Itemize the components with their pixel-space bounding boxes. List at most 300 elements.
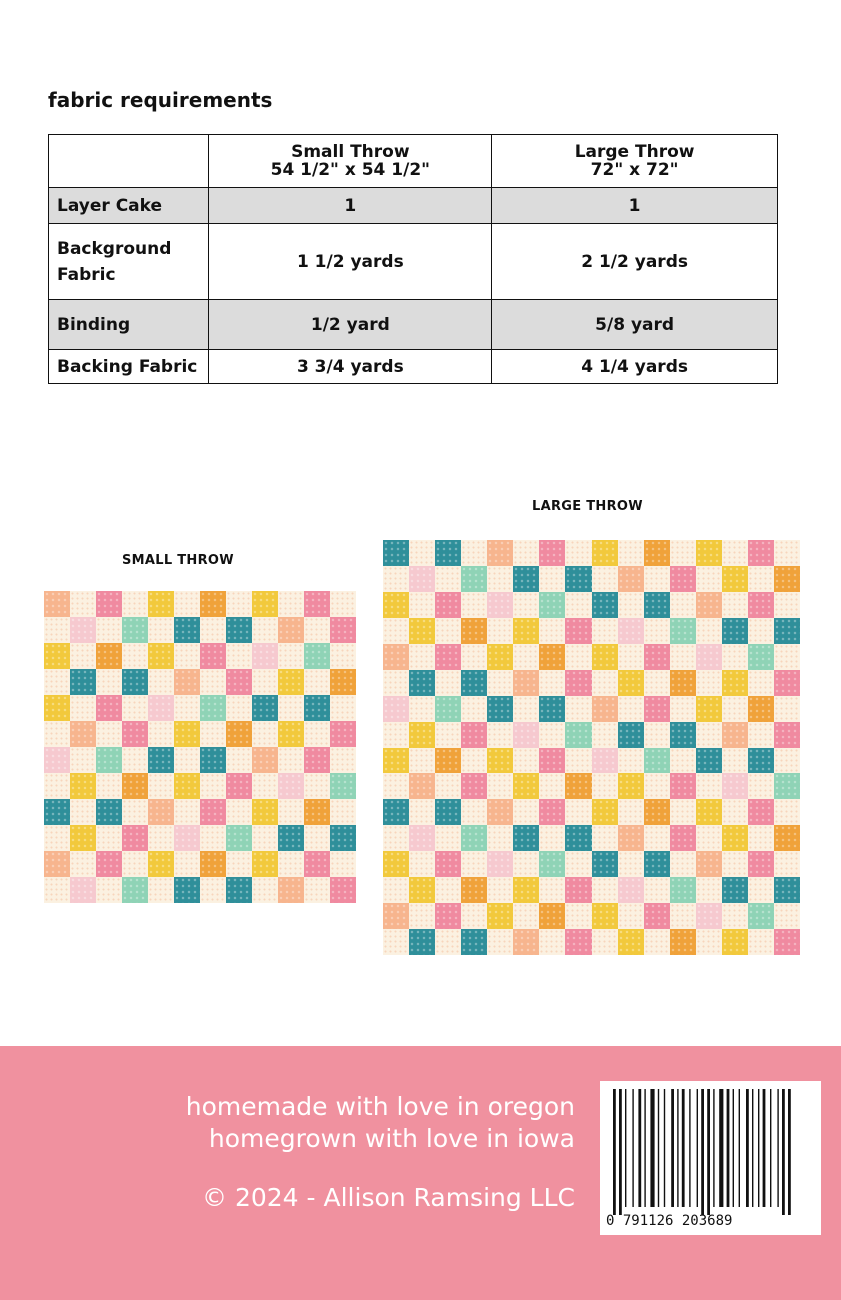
quilt-square xyxy=(644,618,670,644)
footer-line-iowa: homegrown with love in iowa xyxy=(208,1124,575,1153)
quilt-square xyxy=(70,617,96,643)
quilt-square xyxy=(122,669,148,695)
quilt-square xyxy=(670,566,696,592)
quilt-square xyxy=(409,592,435,618)
quilt-square xyxy=(148,825,174,851)
quilt-square xyxy=(722,877,748,903)
quilt-square xyxy=(513,748,539,774)
quilt-square xyxy=(383,877,409,903)
quilt-square xyxy=(70,721,96,747)
quilt-square xyxy=(487,773,513,799)
quilt-square xyxy=(278,877,304,903)
quilt-square xyxy=(748,592,774,618)
quilt-square xyxy=(383,851,409,877)
quilt-square xyxy=(513,540,539,566)
quilt-square xyxy=(304,747,330,773)
quilt-square xyxy=(174,695,200,721)
quilt-square xyxy=(44,721,70,747)
quilt-square xyxy=(565,722,591,748)
quilt-square xyxy=(748,825,774,851)
quilt-square xyxy=(592,903,618,929)
quilt-square xyxy=(592,670,618,696)
quilt-square xyxy=(696,929,722,955)
quilt-square xyxy=(748,540,774,566)
quilt-square xyxy=(304,721,330,747)
quilt-square xyxy=(592,877,618,903)
quilt-square xyxy=(565,773,591,799)
barcode-bar xyxy=(650,1089,654,1207)
quilt-square xyxy=(409,929,435,955)
quilt-square xyxy=(461,825,487,851)
quilt-square xyxy=(226,617,252,643)
row-label-text: Backing Fabric xyxy=(57,356,198,377)
quilt-square xyxy=(748,877,774,903)
quilt-square xyxy=(435,644,461,670)
barcode-digits: 0 791126 203689 xyxy=(606,1213,733,1229)
quilt-square xyxy=(774,722,800,748)
quilt-square xyxy=(148,773,174,799)
quilt-square xyxy=(226,695,252,721)
quilt-square xyxy=(278,695,304,721)
quilt-square xyxy=(383,929,409,955)
quilt-square xyxy=(304,851,330,877)
quilt-square xyxy=(435,592,461,618)
quilt-square xyxy=(644,851,670,877)
quilt-square xyxy=(487,929,513,955)
empty-header-cell xyxy=(49,135,209,188)
quilt-square xyxy=(148,669,174,695)
quilt-square xyxy=(278,799,304,825)
quilt-square xyxy=(696,748,722,774)
quilt-square xyxy=(487,799,513,825)
quilt-square xyxy=(618,929,644,955)
quilt-square xyxy=(70,851,96,877)
quilt-square xyxy=(696,592,722,618)
quilt-square xyxy=(409,773,435,799)
quilt-square xyxy=(722,799,748,825)
quilt-square xyxy=(409,748,435,774)
quilt-square xyxy=(539,851,565,877)
quilt-square xyxy=(670,670,696,696)
quilt-square xyxy=(722,825,748,851)
barcode-bar xyxy=(701,1089,704,1215)
quilt-square xyxy=(644,644,670,670)
quilt-square xyxy=(200,617,226,643)
quilt-square xyxy=(539,877,565,903)
quilt-square xyxy=(722,540,748,566)
header-size: 72" x 72" xyxy=(590,160,679,180)
quilt-square xyxy=(618,773,644,799)
quilt-square xyxy=(435,773,461,799)
quilt-square xyxy=(539,799,565,825)
quilt-square xyxy=(174,669,200,695)
quilt-square xyxy=(722,903,748,929)
quilt-square xyxy=(252,617,278,643)
barcode-bar xyxy=(619,1089,622,1215)
quilt-square xyxy=(200,825,226,851)
quilt-square xyxy=(696,877,722,903)
quilt-square xyxy=(70,643,96,669)
small-value: 1/2 yard xyxy=(209,300,492,350)
quilt-square xyxy=(226,851,252,877)
quilt-square xyxy=(96,773,122,799)
quilt-square xyxy=(461,799,487,825)
quilt-square xyxy=(722,566,748,592)
quilt-square xyxy=(644,903,670,929)
quilt-square xyxy=(252,747,278,773)
quilt-square xyxy=(670,773,696,799)
quilt-square xyxy=(513,851,539,877)
quilt-square xyxy=(148,591,174,617)
quilt-square xyxy=(226,799,252,825)
quilt-square xyxy=(748,670,774,696)
quilt-square xyxy=(539,773,565,799)
quilt-square xyxy=(330,643,356,669)
barcode-bar xyxy=(770,1089,771,1207)
quilt-square xyxy=(461,903,487,929)
quilt-square xyxy=(592,825,618,851)
quilt-square xyxy=(44,799,70,825)
quilt-square xyxy=(565,877,591,903)
quilt-square xyxy=(461,722,487,748)
quilt-square xyxy=(435,540,461,566)
quilt-square xyxy=(644,722,670,748)
quilt-square xyxy=(304,695,330,721)
quilt-square xyxy=(252,643,278,669)
quilt-square xyxy=(461,748,487,774)
row-label xyxy=(49,188,209,224)
quilt-square xyxy=(330,747,356,773)
quilt-square xyxy=(96,669,122,695)
copyright-text: © 2024 - Allison Ramsing LLC xyxy=(202,1183,575,1212)
quilt-square xyxy=(748,929,774,955)
quilt-square xyxy=(513,644,539,670)
quilt-square xyxy=(748,748,774,774)
quilt-square xyxy=(409,851,435,877)
quilt-square xyxy=(304,825,330,851)
quilt-square xyxy=(513,877,539,903)
quilt-square xyxy=(722,722,748,748)
quilt-square xyxy=(565,592,591,618)
quilt-square xyxy=(670,540,696,566)
quilt-square xyxy=(409,670,435,696)
barcode-bar xyxy=(739,1089,740,1207)
quilt-square xyxy=(774,929,800,955)
quilt-square xyxy=(278,591,304,617)
quilt-square xyxy=(122,747,148,773)
quilt-square xyxy=(330,851,356,877)
table-row xyxy=(49,300,778,350)
quilt-square xyxy=(592,566,618,592)
quilt-square xyxy=(148,721,174,747)
quilt-square xyxy=(722,670,748,696)
quilt-square xyxy=(70,695,96,721)
barcode-bar xyxy=(613,1089,616,1215)
row-label-text: Binding xyxy=(57,314,131,335)
quilt-square xyxy=(696,722,722,748)
quilt-square xyxy=(696,670,722,696)
quilt-square xyxy=(70,773,96,799)
table-row xyxy=(49,188,778,224)
quilt-square xyxy=(435,825,461,851)
quilt-square xyxy=(487,618,513,644)
quilt-square xyxy=(487,851,513,877)
quilt-square xyxy=(539,825,565,851)
quilt-square xyxy=(461,929,487,955)
quilt-square xyxy=(592,773,618,799)
quilt-square xyxy=(174,799,200,825)
quilt-square xyxy=(174,851,200,877)
quilt-square xyxy=(696,696,722,722)
quilt-square xyxy=(722,929,748,955)
quilt-square xyxy=(644,540,670,566)
barcode-bar xyxy=(719,1089,723,1207)
quilt-square xyxy=(409,825,435,851)
small-throw-quilt-image xyxy=(44,591,356,903)
barcode-bar xyxy=(707,1089,710,1215)
quilt-square xyxy=(70,591,96,617)
quilt-square xyxy=(565,903,591,929)
quilt-square xyxy=(122,721,148,747)
small-value: 1 1/2 yards xyxy=(209,224,492,300)
footer-line-oregon: homemade with love in oregon xyxy=(185,1092,575,1121)
barcode-bar xyxy=(752,1089,753,1207)
quilt-square xyxy=(670,903,696,929)
quilt-square xyxy=(618,903,644,929)
quilt-square xyxy=(200,851,226,877)
quilt-square xyxy=(252,773,278,799)
quilt-square xyxy=(70,825,96,851)
quilt-square xyxy=(748,851,774,877)
barcode-bar xyxy=(713,1089,714,1207)
quilt-square xyxy=(748,903,774,929)
quilt-square xyxy=(70,877,96,903)
quilt-square xyxy=(122,773,148,799)
quilt-square xyxy=(696,566,722,592)
quilt-square xyxy=(383,696,409,722)
quilt-square xyxy=(226,669,252,695)
quilt-square xyxy=(618,851,644,877)
quilt-square xyxy=(435,670,461,696)
quilt-square xyxy=(70,669,96,695)
quilt-square xyxy=(409,566,435,592)
quilt-square xyxy=(461,851,487,877)
quilt-square xyxy=(487,877,513,903)
quilt-square xyxy=(174,877,200,903)
quilt-square xyxy=(774,540,800,566)
quilt-square xyxy=(565,540,591,566)
barcode-bar xyxy=(689,1089,690,1207)
quilt-square xyxy=(644,566,670,592)
quilt-square xyxy=(383,825,409,851)
small-throw-label: SMALL THROW xyxy=(122,553,234,568)
quilt-square xyxy=(44,877,70,903)
quilt-square xyxy=(148,747,174,773)
quilt-square xyxy=(618,748,644,774)
quilt-square xyxy=(670,696,696,722)
barcode-bar xyxy=(763,1089,766,1207)
quilt-square xyxy=(409,722,435,748)
quilt-square xyxy=(226,877,252,903)
quilt-square xyxy=(592,722,618,748)
quilt-square xyxy=(565,851,591,877)
large-throw-header xyxy=(492,135,778,188)
quilt-square xyxy=(592,799,618,825)
quilt-square xyxy=(774,748,800,774)
large-throw-quilt-image xyxy=(383,540,800,955)
quilt-square xyxy=(435,799,461,825)
quilt-square xyxy=(278,773,304,799)
quilt-square xyxy=(774,877,800,903)
barcode-bar xyxy=(746,1089,749,1207)
quilt-square xyxy=(539,696,565,722)
quilt-square xyxy=(148,643,174,669)
quilt-square xyxy=(278,851,304,877)
quilt-square xyxy=(330,591,356,617)
quilt-square xyxy=(565,618,591,644)
quilt-square xyxy=(252,851,278,877)
quilt-square xyxy=(565,825,591,851)
quilt-square xyxy=(383,903,409,929)
quilt-square xyxy=(252,591,278,617)
quilt-square xyxy=(539,748,565,774)
quilt-square xyxy=(644,748,670,774)
quilt-square xyxy=(592,748,618,774)
quilt-square xyxy=(565,670,591,696)
quilt-square xyxy=(435,877,461,903)
quilt-square xyxy=(487,540,513,566)
quilt-square xyxy=(644,799,670,825)
quilt-square xyxy=(44,851,70,877)
barcode-bar xyxy=(788,1089,791,1215)
quilt-square xyxy=(461,696,487,722)
quilt-square xyxy=(513,722,539,748)
quilt-square xyxy=(539,929,565,955)
quilt-square xyxy=(748,799,774,825)
quilt-square xyxy=(435,722,461,748)
quilt-square xyxy=(670,748,696,774)
quilt-square xyxy=(592,592,618,618)
barcode-bar xyxy=(677,1089,678,1207)
quilt-square xyxy=(304,773,330,799)
quilt-square xyxy=(304,591,330,617)
quilt-square xyxy=(409,903,435,929)
quilt-square xyxy=(722,592,748,618)
quilt-square xyxy=(330,799,356,825)
quilt-square xyxy=(200,877,226,903)
quilt-square xyxy=(383,618,409,644)
quilt-square xyxy=(461,592,487,618)
quilt-square xyxy=(722,618,748,644)
quilt-square xyxy=(774,644,800,670)
quilt-square xyxy=(670,722,696,748)
barcode-bar xyxy=(682,1089,685,1207)
quilt-square xyxy=(200,799,226,825)
quilt-square xyxy=(252,695,278,721)
quilt-square xyxy=(44,825,70,851)
quilt-square xyxy=(383,592,409,618)
quilt-square xyxy=(461,644,487,670)
quilt-square xyxy=(148,799,174,825)
quilt-square xyxy=(513,825,539,851)
quilt-square xyxy=(304,643,330,669)
table-row xyxy=(49,224,778,300)
quilt-square xyxy=(487,670,513,696)
quilt-square xyxy=(696,825,722,851)
quilt-square xyxy=(565,696,591,722)
quilt-square xyxy=(696,773,722,799)
quilt-square xyxy=(670,799,696,825)
quilt-square xyxy=(644,773,670,799)
quilt-square xyxy=(330,721,356,747)
quilt-square xyxy=(122,591,148,617)
quilt-square xyxy=(409,799,435,825)
barcode-bar xyxy=(758,1089,759,1207)
table-header-row xyxy=(49,135,778,188)
quilt-square xyxy=(722,748,748,774)
barcode-bar xyxy=(671,1089,674,1207)
barcode-bar xyxy=(638,1089,641,1207)
small-value: 1 xyxy=(209,188,492,224)
quilt-square xyxy=(174,747,200,773)
quilt-square xyxy=(330,617,356,643)
quilt-square xyxy=(670,929,696,955)
quilt-square xyxy=(96,617,122,643)
quilt-square xyxy=(44,669,70,695)
quilt-square xyxy=(722,851,748,877)
quilt-square xyxy=(148,695,174,721)
quilt-square xyxy=(435,696,461,722)
quilt-square xyxy=(513,773,539,799)
quilt-square xyxy=(696,618,722,644)
quilt-square xyxy=(461,566,487,592)
quilt-square xyxy=(513,618,539,644)
quilt-square xyxy=(461,540,487,566)
quilt-square xyxy=(539,903,565,929)
quilt-square xyxy=(383,566,409,592)
quilt-square xyxy=(618,722,644,748)
quilt-square xyxy=(304,877,330,903)
quilt-square xyxy=(96,799,122,825)
quilt-square xyxy=(174,721,200,747)
quilt-square xyxy=(618,696,644,722)
quilt-square xyxy=(592,618,618,644)
quilt-square xyxy=(513,903,539,929)
large-value: 4 1/4 yards xyxy=(492,350,778,384)
quilt-square xyxy=(200,695,226,721)
quilt-square xyxy=(383,773,409,799)
quilt-square xyxy=(696,644,722,670)
quilt-square xyxy=(565,929,591,955)
quilt-square xyxy=(96,877,122,903)
quilt-square xyxy=(565,799,591,825)
quilt-square xyxy=(748,722,774,748)
quilt-square xyxy=(513,799,539,825)
quilt-square xyxy=(252,721,278,747)
quilt-square xyxy=(409,618,435,644)
quilt-square xyxy=(226,773,252,799)
quilt-square xyxy=(122,799,148,825)
row-label xyxy=(49,300,209,350)
quilt-square xyxy=(539,592,565,618)
quilt-square xyxy=(774,696,800,722)
quilt-square xyxy=(722,773,748,799)
quilt-square xyxy=(618,670,644,696)
quilt-square xyxy=(748,566,774,592)
quilt-square xyxy=(383,799,409,825)
row-label-text: Fabric xyxy=(57,264,116,285)
quilt-square xyxy=(487,825,513,851)
